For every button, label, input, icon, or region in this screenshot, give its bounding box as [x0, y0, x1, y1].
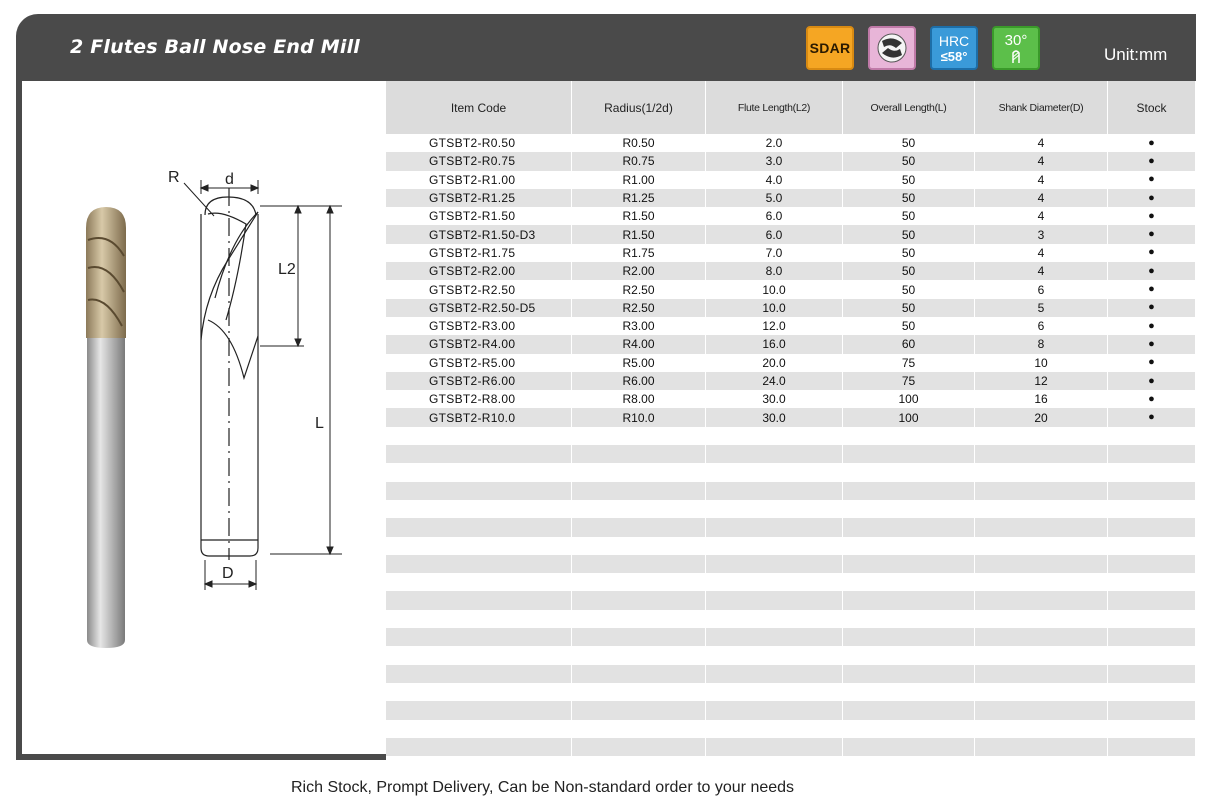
cell-item-code — [386, 701, 572, 719]
cell-shank-diameter — [975, 537, 1108, 555]
cell-shank-diameter — [975, 427, 1108, 445]
radius-label: R — [168, 169, 180, 186]
cell-overall-length — [843, 628, 975, 646]
flute-length-label: L2 — [278, 261, 296, 278]
cell-flute-length — [706, 665, 843, 683]
cell-stock: ● — [1148, 392, 1155, 405]
cell-shank-diameter: 10 — [975, 354, 1108, 372]
cell-overall-length — [843, 555, 975, 573]
cell-overall-length — [843, 537, 975, 555]
table-row-empty — [386, 610, 1195, 628]
helix-icon — [1008, 48, 1024, 64]
cell-flute-length: 10.0 — [706, 299, 843, 317]
cell-stock: ● — [1148, 209, 1155, 222]
cell-item-code — [386, 738, 572, 756]
cell-stock — [1108, 482, 1195, 500]
cell-stock — [1108, 463, 1195, 481]
cell-flute-length: 16.0 — [706, 335, 843, 353]
cell-stock — [1108, 628, 1195, 646]
table-row — [386, 225, 1195, 243]
cell-stock — [1108, 427, 1195, 445]
cell-flute-length: 10.0 — [706, 280, 843, 298]
table-row-empty — [386, 628, 1195, 646]
cell-overall-length: 50 — [843, 317, 975, 335]
table-row-empty — [386, 701, 1195, 719]
cell-item-code — [386, 445, 572, 463]
cell-flute-length: 12.0 — [706, 317, 843, 335]
cell-item-code: GTSBT2-R1.25 — [386, 189, 572, 207]
table-row-empty — [386, 683, 1195, 701]
cell-radius: R8.00 — [572, 390, 706, 408]
cell-item-code — [386, 500, 572, 518]
cell-flute-length: 6.0 — [706, 225, 843, 243]
cell-item-code — [386, 610, 572, 628]
cell-item-code: GTSBT2-R1.00 — [386, 171, 572, 189]
cell-overall-length — [843, 738, 975, 756]
cell-radius: R2.50 — [572, 299, 706, 317]
cell-overall-length — [843, 683, 975, 701]
cell-radius — [572, 665, 706, 683]
table-row-empty — [386, 591, 1195, 609]
cell-radius — [572, 537, 706, 555]
cell-stock — [1108, 573, 1195, 591]
cell-flute-length: 24.0 — [706, 372, 843, 390]
cell-overall-length — [843, 665, 975, 683]
table-row — [386, 207, 1195, 225]
cell-shank-diameter — [975, 738, 1108, 756]
cell-shank-diameter: 4 — [975, 207, 1108, 225]
cell-stock: ● — [1148, 246, 1155, 259]
cell-radius: R2.50 — [572, 280, 706, 298]
cell-shank-diameter — [975, 500, 1108, 518]
cell-radius — [572, 701, 706, 719]
cell-stock: ● — [1148, 173, 1155, 186]
cell-radius — [572, 591, 706, 609]
cell-flute-length: 4.0 — [706, 171, 843, 189]
cell-item-code — [386, 427, 572, 445]
table-row — [386, 317, 1195, 335]
table-row — [386, 408, 1195, 426]
cell-shank-diameter — [975, 573, 1108, 591]
cell-stock: ● — [1148, 154, 1155, 167]
cell-flute-length — [706, 628, 843, 646]
cell-shank-diameter: 4 — [975, 262, 1108, 280]
cell-overall-length — [843, 610, 975, 628]
cell-stock: ● — [1148, 411, 1155, 424]
cell-radius — [572, 646, 706, 664]
cell-overall-length — [843, 482, 975, 500]
cell-item-code — [386, 518, 572, 536]
cell-stock: ● — [1148, 136, 1155, 149]
page-title: 2 Flutes Ball Nose End Mill — [70, 36, 361, 58]
col-shank-diameter: Shank Diameter(D) — [975, 81, 1108, 134]
cell-shank-diameter: 16 — [975, 390, 1108, 408]
cell-item-code — [386, 646, 572, 664]
cell-stock: ● — [1148, 191, 1155, 204]
cell-radius — [572, 683, 706, 701]
cell-flute-length: 30.0 — [706, 408, 843, 426]
cell-overall-length: 50 — [843, 207, 975, 225]
cell-shank-diameter — [975, 482, 1108, 500]
cell-flute-length — [706, 500, 843, 518]
cell-flute-length: 8.0 — [706, 262, 843, 280]
cell-shank-diameter — [975, 720, 1108, 738]
cell-stock: ● — [1148, 319, 1155, 332]
col-radius: Radius(1/2d) — [572, 81, 706, 134]
cell-flute-length — [706, 646, 843, 664]
cell-radius — [572, 427, 706, 445]
cell-item-code: GTSBT2-R1.50 — [386, 207, 572, 225]
table-row-empty — [386, 537, 1195, 555]
cell-item-code — [386, 482, 572, 500]
cell-overall-length: 50 — [843, 225, 975, 243]
cell-overall-length — [843, 573, 975, 591]
cell-flute-length — [706, 537, 843, 555]
cell-flute-length: 7.0 — [706, 244, 843, 262]
table-body — [386, 134, 1195, 756]
table-row — [386, 189, 1195, 207]
col-stock: Stock — [1136, 100, 1167, 115]
unit-label: Unit:mm — [1104, 45, 1168, 64]
cell-radius: R5.00 — [572, 354, 706, 372]
cell-stock — [1108, 445, 1195, 463]
cell-flute-length — [706, 445, 843, 463]
cell-radius — [572, 555, 706, 573]
cell-radius: R1.00 — [572, 171, 706, 189]
cell-item-code: GTSBT2-R2.50-D5 — [386, 299, 572, 317]
cell-item-code: GTSBT2-R0.75 — [386, 152, 572, 170]
cell-shank-diameter — [975, 610, 1108, 628]
cell-item-code — [386, 628, 572, 646]
cell-stock — [1108, 500, 1195, 518]
cell-stock — [1108, 591, 1195, 609]
table-row-empty — [386, 573, 1195, 591]
footer-note: Rich Stock, Prompt Delivery, Can be Non-standard order to your needs — [291, 779, 795, 796]
cell-radius — [572, 500, 706, 518]
cell-item-code — [386, 591, 572, 609]
cell-stock — [1108, 537, 1195, 555]
cell-radius — [572, 720, 706, 738]
cell-shank-diameter: 3 — [975, 225, 1108, 243]
col-overall-length: Overall Length(L) — [843, 81, 975, 134]
cell-stock — [1108, 518, 1195, 536]
dimension-lines — [184, 180, 342, 590]
cell-shank-diameter: 12 — [975, 372, 1108, 390]
cell-flute-length: 20.0 — [706, 354, 843, 372]
cell-overall-length — [843, 463, 975, 481]
cell-radius: R10.0 — [572, 408, 706, 426]
cell-item-code: GTSBT2-R5.00 — [386, 354, 572, 372]
cell-stock — [1108, 665, 1195, 683]
cell-overall-length: 50 — [843, 262, 975, 280]
table-row — [386, 335, 1195, 353]
helix-angle-badge — [992, 26, 1040, 70]
shank-diameter-label: D — [222, 565, 234, 582]
cell-flute-length — [706, 720, 843, 738]
table-row-empty — [386, 555, 1195, 573]
cell-stock — [1108, 610, 1195, 628]
helix-angle-label: 30° — [1004, 31, 1028, 49]
cell-shank-diameter — [975, 555, 1108, 573]
cell-shank-diameter — [975, 463, 1108, 481]
cell-shank-diameter: 6 — [975, 280, 1108, 298]
cell-stock: ● — [1148, 301, 1155, 314]
cell-flute-length: 5.0 — [706, 189, 843, 207]
cell-radius: R0.50 — [572, 134, 706, 152]
cell-overall-length: 60 — [843, 335, 975, 353]
cell-item-code — [386, 720, 572, 738]
table-row-empty — [386, 463, 1195, 481]
cell-radius — [572, 738, 706, 756]
cell-overall-length — [843, 720, 975, 738]
cell-overall-length: 50 — [843, 134, 975, 152]
cell-item-code: GTSBT2-R4.00 — [386, 335, 572, 353]
cell-stock — [1108, 701, 1195, 719]
cell-radius: R4.00 — [572, 335, 706, 353]
cell-radius — [572, 610, 706, 628]
col-flute-length: Flute Length(L2) — [706, 81, 843, 134]
cell-overall-length — [843, 427, 975, 445]
cell-flute-length: 3.0 — [706, 152, 843, 170]
cell-flute-length — [706, 573, 843, 591]
cell-radius — [572, 445, 706, 463]
cell-item-code — [386, 573, 572, 591]
table-row — [386, 244, 1195, 262]
cell-stock — [1108, 683, 1195, 701]
cell-overall-length: 50 — [843, 189, 975, 207]
cell-overall-length — [843, 591, 975, 609]
cell-item-code: GTSBT2-R6.00 — [386, 372, 572, 390]
cell-radius: R0.75 — [572, 152, 706, 170]
table-row-empty — [386, 518, 1195, 536]
cell-item-code: GTSBT2-R2.50 — [386, 280, 572, 298]
col-item-code: Item Code — [386, 81, 572, 134]
cell-shank-diameter: 5 — [975, 299, 1108, 317]
cell-stock: ● — [1148, 356, 1155, 369]
table-row — [386, 280, 1195, 298]
cell-item-code — [386, 463, 572, 481]
cell-radius — [572, 463, 706, 481]
cell-stock — [1108, 720, 1195, 738]
table-row — [386, 171, 1195, 189]
cell-stock: ● — [1148, 264, 1155, 277]
cell-shank-diameter: 4 — [975, 244, 1108, 262]
cell-item-code — [386, 665, 572, 683]
cell-radius — [572, 518, 706, 536]
table-row-empty — [386, 738, 1195, 756]
cell-radius — [572, 628, 706, 646]
cell-overall-length — [843, 445, 975, 463]
cell-overall-length: 75 — [843, 372, 975, 390]
cell-flute-length: 30.0 — [706, 390, 843, 408]
cell-item-code: GTSBT2-R3.00 — [386, 317, 572, 335]
cell-item-code — [386, 683, 572, 701]
table-row — [386, 262, 1195, 280]
tool-line-drawing — [201, 188, 258, 560]
table-row — [386, 299, 1195, 317]
cell-overall-length: 50 — [843, 280, 975, 298]
cell-stock — [1108, 738, 1195, 756]
table-row-empty — [386, 720, 1195, 738]
cell-shank-diameter: 4 — [975, 134, 1108, 152]
cell-radius: R1.25 — [572, 189, 706, 207]
cell-item-code — [386, 537, 572, 555]
cell-item-code: GTSBT2-R10.0 — [386, 408, 572, 426]
coating-icon — [868, 26, 916, 70]
table-row-empty — [386, 500, 1195, 518]
table-row — [386, 354, 1195, 372]
cell-item-code: GTSBT2-R8.00 — [386, 390, 572, 408]
cell-stock: ● — [1148, 228, 1155, 241]
cell-flute-length — [706, 610, 843, 628]
cell-shank-diameter: 4 — [975, 171, 1108, 189]
cell-radius — [572, 482, 706, 500]
cell-overall-length — [843, 518, 975, 536]
cell-shank-diameter — [975, 518, 1108, 536]
cell-flute-length: 6.0 — [706, 207, 843, 225]
cell-overall-length: 100 — [843, 408, 975, 426]
table-row — [386, 372, 1195, 390]
tool-diagram — [0, 0, 386, 760]
cell-flute-length — [706, 591, 843, 609]
table-row — [386, 152, 1195, 170]
hrc-value: ≤58° — [940, 48, 968, 64]
cell-flute-length — [706, 463, 843, 481]
cell-shank-diameter — [975, 628, 1108, 646]
cell-shank-diameter — [975, 591, 1108, 609]
cell-overall-length: 50 — [843, 171, 975, 189]
spec-table — [386, 81, 1195, 756]
cell-shank-diameter — [975, 646, 1108, 664]
cell-shank-diameter — [975, 701, 1108, 719]
hrc-label: HRC — [938, 32, 970, 49]
diameter-label: d — [225, 171, 234, 188]
table-row — [386, 134, 1195, 152]
cell-shank-diameter — [975, 445, 1108, 463]
table-header — [386, 81, 1195, 134]
cell-stock: ● — [1148, 374, 1155, 387]
cell-overall-length: 50 — [843, 299, 975, 317]
cell-radius: R1.50 — [572, 225, 706, 243]
cell-radius: R3.00 — [572, 317, 706, 335]
cell-stock: ● — [1148, 283, 1155, 296]
cell-stock — [1108, 555, 1195, 573]
cell-shank-diameter: 20 — [975, 408, 1108, 426]
cell-flute-length — [706, 683, 843, 701]
sdar-badge — [806, 26, 854, 70]
cell-stock — [1108, 646, 1195, 664]
table-row-empty — [386, 482, 1195, 500]
cell-item-code — [386, 555, 572, 573]
cell-flute-length: 2.0 — [706, 134, 843, 152]
cell-radius: R2.00 — [572, 262, 706, 280]
cell-shank-diameter: 8 — [975, 335, 1108, 353]
cell-shank-diameter: 6 — [975, 317, 1108, 335]
cell-shank-diameter: 4 — [975, 189, 1108, 207]
table-row-empty — [386, 646, 1195, 664]
table-row — [386, 390, 1195, 408]
cell-overall-length — [843, 646, 975, 664]
cell-shank-diameter: 4 — [975, 152, 1108, 170]
cell-shank-diameter — [975, 665, 1108, 683]
cell-radius: R1.75 — [572, 244, 706, 262]
cell-item-code: GTSBT2-R0.50 — [386, 134, 572, 152]
cell-overall-length — [843, 500, 975, 518]
cell-overall-length: 75 — [843, 354, 975, 372]
cell-flute-length — [706, 701, 843, 719]
cell-radius — [572, 573, 706, 591]
table-row-empty — [386, 665, 1195, 683]
cell-overall-length — [843, 701, 975, 719]
tool-photo — [86, 207, 126, 648]
cell-radius: R6.00 — [572, 372, 706, 390]
hrc-badge — [930, 26, 978, 70]
cell-stock: ● — [1148, 337, 1155, 350]
cell-item-code: GTSBT2-R1.75 — [386, 244, 572, 262]
cell-overall-length: 100 — [843, 390, 975, 408]
cell-flute-length — [706, 482, 843, 500]
overall-length-label: L — [315, 415, 324, 432]
table-row-empty — [386, 445, 1195, 463]
cell-item-code: GTSBT2-R1.50-D3 — [386, 225, 572, 243]
cell-overall-length: 50 — [843, 244, 975, 262]
cell-flute-length — [706, 738, 843, 756]
sdar-badge-label: SDAR — [809, 40, 851, 56]
cell-flute-length — [706, 555, 843, 573]
cell-overall-length: 50 — [843, 152, 975, 170]
cell-flute-length — [706, 518, 843, 536]
table-row-empty — [386, 427, 1195, 445]
cell-flute-length — [706, 427, 843, 445]
cell-shank-diameter — [975, 683, 1108, 701]
cell-item-code: GTSBT2-R2.00 — [386, 262, 572, 280]
cell-radius: R1.50 — [572, 207, 706, 225]
